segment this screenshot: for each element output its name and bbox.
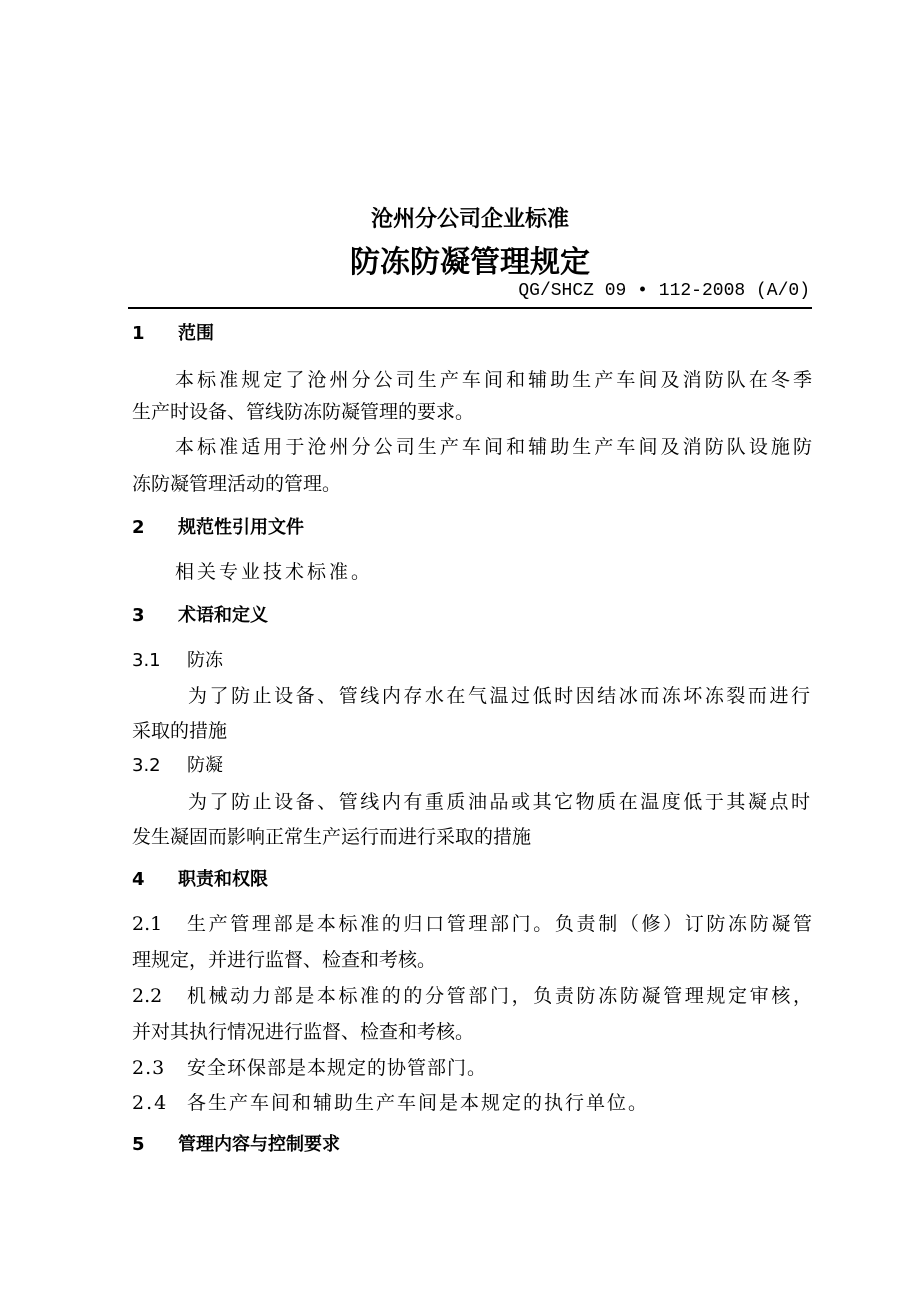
item-2-1: 2.1 生产管理部是本标准的归口管理部门。负责制（修）订防冻防凝管 bbox=[132, 913, 812, 935]
section-heading-1: 1 范围 bbox=[132, 323, 214, 344]
section-heading-3: 3 术语和定义 bbox=[132, 605, 268, 626]
term-heading-3-1: 3.1 防冻 bbox=[132, 650, 223, 671]
paragraph-line: 冻防凝管理活动的管理。 bbox=[132, 473, 342, 495]
item-2-3: 2.3 安全环保部是本规定的协管部门。 bbox=[132, 1057, 488, 1079]
paragraph-line: 本标准规定了沧州分公司生产车间和辅助生产车间及消防队在冬季 bbox=[175, 369, 812, 391]
header-rule bbox=[128, 307, 812, 309]
section-heading-4: 4 职责和权限 bbox=[132, 869, 268, 890]
paragraph-line: 采取的措施 bbox=[132, 720, 228, 742]
section-heading-5: 5 管理内容与控制要求 bbox=[132, 1134, 340, 1155]
doc-code: QG/SHCZ 09 • 112-2008 (A/0) bbox=[518, 281, 810, 301]
paragraph-line: 为了防止设备、管线内存水在气温过低时因结冰而冻坏冻裂而进行 bbox=[188, 685, 810, 707]
section-heading-2: 2 规范性引用文件 bbox=[132, 517, 304, 538]
item-2-4: 2.4 各生产车间和辅助生产车间是本规定的执行单位。 bbox=[132, 1092, 650, 1114]
paragraph-line: 并对其执行情况进行监督、检查和考核。 bbox=[132, 1021, 475, 1043]
paragraph-line: 为了防止设备、管线内有重质油品或其它物质在温度低于其凝点时 bbox=[188, 791, 810, 813]
term-heading-3-2: 3.2 防凝 bbox=[132, 755, 223, 776]
paragraph-line: 生产时设备、管线防冻防凝管理的要求。 bbox=[132, 401, 475, 423]
paragraph-line: 理规定，并进行监督、检查和考核。 bbox=[132, 949, 437, 971]
item-2-2: 2.2 机械动力部是本标准的的分管部门，负责防冻防凝管理规定审核， bbox=[132, 985, 812, 1007]
paragraph-line: 相关专业技术标准。 bbox=[175, 561, 374, 583]
doc-title: 防冻防凝管理规定 bbox=[350, 245, 590, 280]
paragraph-line: 本标准适用于沧州分公司生产车间和辅助生产车间及消防队设施防 bbox=[175, 436, 812, 458]
paragraph-line: 发生凝固而影响正常生产运行而进行采取的措施 bbox=[132, 826, 532, 848]
org-title: 沧州分公司企业标准 bbox=[370, 207, 569, 232]
